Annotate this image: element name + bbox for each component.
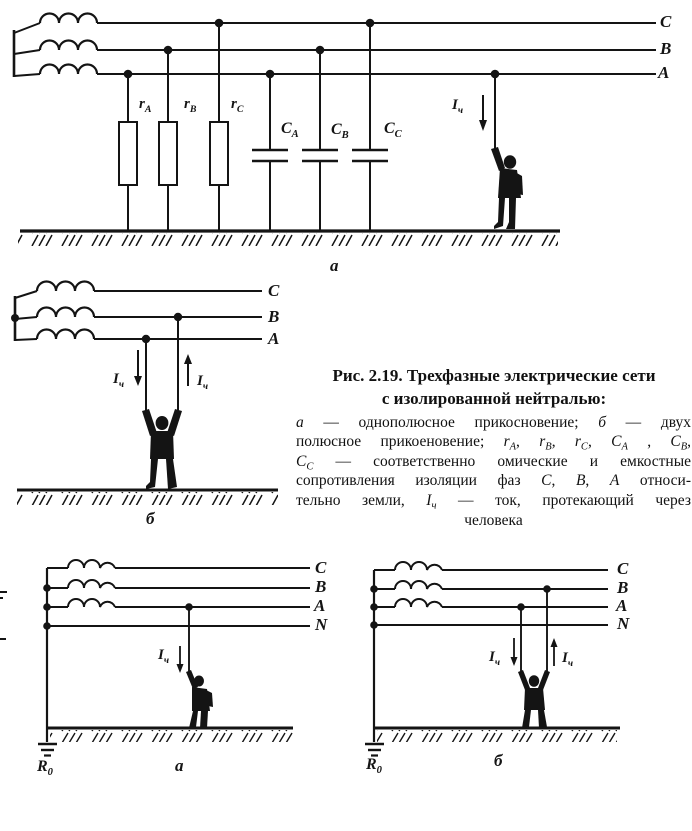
diagram-bottom-left-schematic (0, 545, 350, 787)
ground-line (18, 231, 560, 246)
capacitor-label-ca: $C_A$ (281, 120, 299, 141)
figure-title-line2: с изолированной нейтралью: (381, 389, 607, 408)
ground-hatching (17, 492, 278, 505)
resistor-label-ra: $r_A$ (139, 96, 152, 115)
phase-label-a: A (658, 63, 670, 82)
resistor-label-rc: $r_C$ (231, 96, 244, 115)
person-icon (186, 670, 213, 728)
figure-title (296, 364, 692, 410)
winding-coil-icon (68, 599, 115, 607)
current-label-left: $I_ч$ (489, 649, 501, 668)
phase-label-b: B (268, 307, 280, 326)
phase-label-c: C (617, 559, 629, 578)
current-label: $I_ч$ (158, 647, 170, 666)
current-arrow-down-icon (134, 350, 142, 386)
phase-label-b: B (315, 577, 327, 596)
current-arrow-down-icon (479, 95, 487, 131)
caption-line: тельно земли, $I_ч$ — ток, протекающий через (296, 492, 692, 512)
current-arrow-down-icon (511, 638, 518, 666)
neutral-label-n: N (617, 614, 630, 633)
earth-ground-icon (365, 744, 384, 756)
diagram-mid-schematic (0, 275, 300, 533)
caption-line: полюсное прикоеновение; $r_A$, $r_B$, $r_C$, $C_A$ , $C_B$, (296, 433, 692, 453)
phase-label-a: A (268, 329, 280, 348)
phase-label-b: B (617, 578, 629, 597)
winding-coil-icon (395, 562, 442, 570)
winding-coil-icon (395, 581, 442, 589)
figure-title-line1: Рис. 2.19. Трехфазные электрические сети (332, 366, 656, 385)
current-label-right: $I_ч$ (197, 373, 209, 392)
person-icon (518, 670, 550, 728)
winding-coil-icon (68, 580, 115, 588)
diagram-bottom-right-sublabel: б (494, 751, 503, 770)
phase-label-a: A (314, 596, 326, 615)
current-arrow-up-icon (184, 354, 192, 386)
resistor-symbols (119, 23, 228, 231)
diagram-mid-sublabel: б (146, 509, 155, 528)
earth-ground-icon (38, 744, 57, 756)
current-arrow-down-icon (177, 646, 184, 673)
touch-wires (146, 317, 178, 413)
person-icon (491, 147, 523, 229)
caption-line: человека (464, 512, 523, 529)
caption-line: а — однополюсное прикосновение; б — двух (296, 414, 691, 431)
phase-label-b: B (660, 39, 672, 58)
diagram-top-sublabel: а (330, 256, 339, 275)
winding-coil-icon (68, 560, 115, 568)
touch-wires (521, 589, 547, 674)
bus-and-windings (47, 560, 310, 742)
capacitor-symbols (252, 23, 388, 231)
ground-line (47, 728, 293, 742)
phase-lines (97, 23, 656, 74)
diagram-bottom-left-sublabel: а (175, 756, 184, 775)
junction-dots (124, 19, 500, 79)
ground-resistance-label: $R_0$ (366, 756, 382, 777)
ground-line (374, 728, 620, 742)
current-label: $I_ч$ (452, 97, 464, 116)
person-icon (142, 409, 182, 489)
ground-hatching (18, 233, 558, 246)
capacitor-label-cb: $C_B$ (331, 121, 349, 142)
current-label-right: $I_ч$ (562, 650, 574, 669)
phase-label-c: C (268, 281, 280, 300)
ground-hatching (50, 730, 293, 742)
current-arrow-up-icon (551, 638, 558, 666)
caption-line: сопротивления изоляции фаз C, B, A относи- (296, 472, 691, 489)
phase-label-c: C (660, 12, 672, 31)
phase-label-a: A (616, 596, 628, 615)
neutral-label-n: N (315, 615, 328, 634)
current-label-left: $I_ч$ (113, 371, 125, 390)
ground-hatching (377, 730, 617, 742)
generator-winding-icon (14, 14, 97, 78)
caption-line: $C_C$ — соответственно омические и емкостные (296, 453, 691, 473)
ground-line (17, 490, 278, 505)
capacitor-label-cc: $C_C$ (384, 120, 402, 141)
ground-resistance-label: $R_0$ (37, 758, 53, 779)
generator-winding-icon (15, 282, 94, 342)
resistor-label-rb: $r_B$ (184, 96, 197, 115)
winding-coil-icon (395, 599, 442, 607)
diagram-bottom-right-schematic (345, 545, 692, 787)
phase-label-c: C (315, 558, 327, 577)
